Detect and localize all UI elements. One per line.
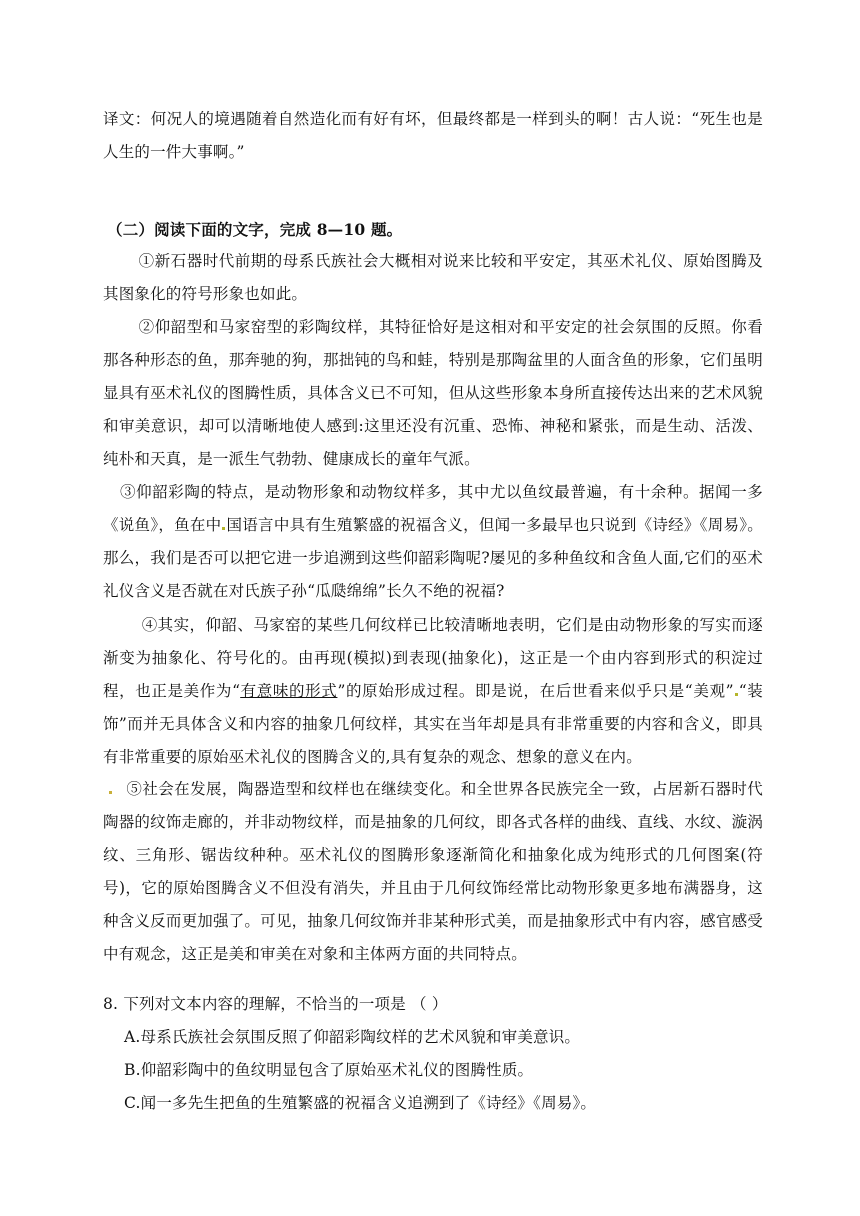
scan-mark-dot [109,791,112,794]
section-title: （二）阅读下面的文字，完成 8—10 题。 [107,220,403,239]
question-8-stem: 8. 下列对文本内容的理解，不恰当的一项是 （ ） [103,995,448,1013]
paragraph-2: ②仰韶型和马家窑型的彩陶纹样，其特征恰好是这相对和平安定的社会氛围的反照。你看那各种形态的鱼，那奔驰的狗，那拙钝的鸟和蛙，特别是那陶盆里的人面含鱼的形象，它们虽明显具有巫术礼仪的图腾性质，具体含义已不可知，但从这些形象本身所直接传达出来的艺术风貌和审美意识，却可以清晰地使人感到:这里还没有沉重、恐怖、神秘和紧张，而是生动、活泼、纯朴和天真，是一派生气勃勃、健康成长的童年气派。 [103,318,763,468]
paragraph-5-text: ⑤社会在发展，陶器造型和纹样也在继续变化。和全世界各民族完全一致，占居新石器时代陶器的纹饰走廊的，并非动物纹样，而是抽象的几何纹，即各式各样的曲线、直线、水纹、漩涡纹、三角形、锯齿纹种种。巫术礼仪的图腾形象逐渐简化和抽象化成为纯形式的几何图案(符号)，它的原始图腾含义不但没有消失，并且由于几何纹饰经常比动物形象更多地布满器身，这种含义反而更加强了。可见，抽象几何纹饰并非某种形式美，而是抽象形式中有内容，感官感受中有观念，这正是美和审美在对象和主体两方面的共同特点。 [103,780,763,963]
paragraph-4-part-b: ”的原始形成过程。即是说，在后世看来似乎只是“美观” [337,682,734,700]
scan-mark-dot [222,527,225,530]
paragraph-4-part-c: “装饰”而并无具体含义和内容的抽象几何纹样，其实在当年却是具有非常重要的内容和含义，即具有非常重要的原始巫术礼仪的图腾含义的,具有复杂的观念、想象的意义在内。 [103,682,764,766]
paragraph-3-part-b: 国语言中具有生殖繁盛的祝福含义，但闻一多最早也只说到《诗经》《周易》。那么，我们是否可以把它进一步追溯到这些仰韶彩陶呢?屡见的多种鱼纹和含鱼人面,它们的巫术礼仪含义是否就在对氏族子孙“瓜瓞绵绵”长久不绝的祝福? [103,516,763,600]
option-c[interactable]: C.闻一多先生把鱼的生殖繁盛的祝福含义追溯到了《诗经》《周易》。 [124,1094,597,1112]
paragraph-3-part-a: ③仰韶彩陶的特点，是动物形象和动物纹样多，其中尤以鱼纹最普遍，有十余种。据闻一多《说鱼》，鱼在中 [103,483,763,534]
paragraph-4-part-a: ④其实，仰韶、马家窑的某些几何纹样已比较清晰地表明，它们是由动物形象的写实而逐渐变为抽象化、符号化的。由再现(模拟)到表现(抽象化)，这正是一个由内容到形式的积淀过程，也正是美作为“ [103,616,763,700]
paragraph-1: ①新石器时代前期的母系氏族社会大概相对说来比较和平安定，其巫术礼仪、原始图腾及其图象化的符号形象也如此。 [103,252,763,303]
paragraph-4 [103,609,763,774]
paragraph-5 [103,773,763,971]
option-b[interactable]: B.仰韶彩陶中的鱼纹明显包含了原始巫术礼仪的图腾性质。 [124,1061,534,1079]
paragraph-3 [103,476,763,608]
underlined-phrase: 有意味的形式 [240,682,338,700]
option-a[interactable]: A.母系氏族社会氛围反照了仰韶彩陶纹样的艺术风貌和审美意识。 [124,1028,581,1046]
translation-text: 译文：何况人的境遇随着自然造化而有好有坏，但最终都是一样到头的啊！古人说：“死生也是人生的一件大事啊。” [103,110,763,161]
scan-mark-dot [735,693,738,696]
